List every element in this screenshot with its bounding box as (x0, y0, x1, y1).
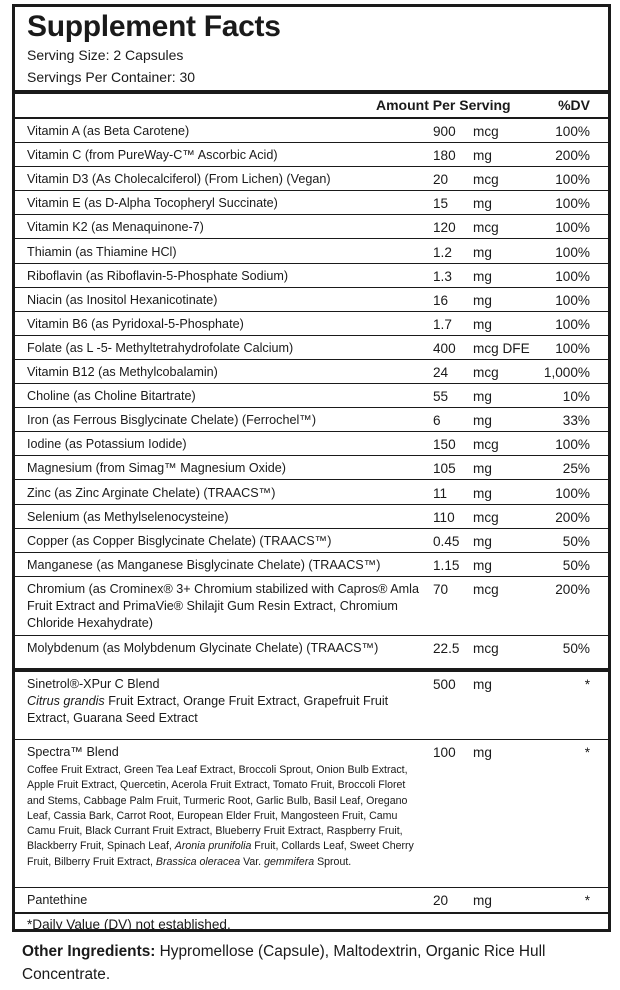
row-pantethine (15, 888, 608, 913)
nutrient-amount: 16 mg (433, 292, 492, 308)
nutrient-dv: 100% (555, 196, 590, 212)
nutrient-name: Riboflavin (as Riboflavin-5-Phosphate Sodium) (27, 268, 289, 283)
nutrient-dv: 200% (555, 148, 590, 164)
nutrient-name: Vitamin E (as D-Alpha Tocopheryl Succinate) (27, 196, 278, 211)
nutrient-name: Pantethine (27, 893, 88, 907)
nutrient-name: Vitamin B12 (as Methylcobalamin) (27, 365, 218, 379)
nutrient-name: Manganese (as Manganese Bisglycinate Chelate) (TRAACS™) (27, 557, 381, 572)
nutrient-amount: 105 mg (433, 461, 492, 477)
nutrient-dv: 10% (562, 389, 590, 405)
nutrient-row (15, 167, 608, 191)
nutrient-amount: 55 mg (433, 389, 492, 405)
nutrient-name: Vitamin B6 (as Pyridoxal-5-Phosphate) (27, 316, 244, 331)
nutrient-name: Magnesium (from Simag™ Magnesium Oxide) (27, 461, 286, 476)
nutrient-dv: 100% (555, 292, 590, 308)
nutrient-amount: 400 mcg DFE (433, 340, 530, 356)
nutrient-amount: 20 mcg (433, 172, 499, 188)
blend-name-spectra (27, 744, 419, 870)
nutrient-amount: 22.5 mcg (433, 640, 499, 656)
blend-dv: * (584, 745, 590, 760)
footnote: *Daily Value (DV) not established. (27, 917, 231, 932)
blend-amount: 500 mg (433, 677, 492, 692)
serving-size: Serving Size: 2 Capsules (27, 47, 184, 63)
nutrient-row (15, 384, 608, 408)
blend-desc: Coffee Fruit Extract, Green Tea Leaf Extract, Broccoli Sprout, Onion Bulb Extract, Apple Fruit Extract, Quercetin, Acerola Fruit Extract, Tomato Fruit, Broccoli Floret and Stems, Cabbage Palm Fruit, Turmeric Root, Garlic Bulb, Basil Leaf, Oregano Leaf, Cassia Bark, Carrot Root, European Elder Fruit, Mangosteen Fruit, Camu Camu Fruit, Black Currant Fruit Extract, Blueberry Fruit Extract, Raspberry Fruit, Blackberry Fruit, Spinach Leaf, Aronia prunifolia Fruit, Collards Leaf, Sweet Cherry Fruit, Bilberry Fruit Extract, Brassica oleracea Var. gemmifera Sprout. (27, 764, 414, 868)
nutrient-dv: 50% (562, 640, 590, 656)
blend-title: Spectra™ Blend (27, 745, 119, 759)
nutrient-dv: 100% (555, 172, 590, 188)
other-ingredients (22, 940, 582, 986)
nutrient-name: Vitamin A (as Beta Carotene) (27, 124, 190, 138)
nutrient-amount: 180 mg (433, 148, 492, 164)
nutrient-amount: 20 mg (433, 893, 492, 908)
nutrient-dv: 1,000% (543, 365, 590, 380)
nutrient-amount: 15 mg (433, 196, 492, 212)
nutrient-dv: 50% (562, 557, 590, 573)
nutrient-dv: 100% (555, 437, 590, 453)
nutrient-name: Vitamin C (from PureWay-C™ Ascorbic Acid) (27, 148, 278, 163)
thick-rule-top (15, 90, 608, 94)
supplement-facts-panel (12, 4, 611, 932)
nutrient-row (15, 143, 608, 167)
nutrient-dv: 100% (555, 244, 590, 260)
blend-desc: Fruit Extract, Orange Fruit Extract, Grapefruit Fruit Extract, Guarana Seed Extract (27, 694, 389, 725)
nutrient-dv: 33% (562, 413, 590, 429)
nutrient-amount: 1.15 mg (433, 557, 492, 573)
nutrient-name: Vitamin D3 (As Cholecalciferol) (From Lichen) (Vegan) (27, 172, 331, 187)
nutrient-row (15, 432, 608, 456)
footnote-rule (15, 912, 608, 914)
other-ingredients-text: Hypromellose (Capsule), Maltodextrin, Organic Rice Hull Concentrate. (22, 943, 546, 983)
nutrient-dv: 50% (562, 533, 590, 549)
nutrient-row (15, 240, 608, 264)
nutrient-name: Iodine (as Potassium Iodide) (27, 437, 187, 452)
blend-name-sinetrol (27, 676, 419, 727)
blend-dv: * (584, 677, 590, 692)
nutrient-name: Zinc (as Zinc Arginate Chelate) (TRAACS™) (27, 485, 276, 500)
nutrient-name: Niacin (as Inositol Hexanicotinate) (27, 292, 218, 307)
blend-row-spectra (15, 740, 608, 888)
nutrient-amount: 0.45 mg (433, 533, 492, 549)
nutrient-amount: 70 mcg (433, 581, 499, 597)
nutrient-row (15, 119, 608, 143)
nutrient-name: Choline (as Choline Bitartrate) (27, 389, 196, 404)
nutrient-row (15, 312, 608, 336)
nutrient-dv: 100% (555, 485, 590, 501)
nutrient-row (15, 191, 608, 215)
nutrient-row (15, 336, 608, 360)
blend-amount: 100 mg (433, 745, 492, 760)
servings-per-container: Servings Per Container: 30 (27, 69, 196, 85)
nutrient-amount: 1.2 mg (433, 244, 492, 260)
nutrient-row (15, 553, 608, 577)
nutrient-dv: 25% (562, 461, 590, 477)
nutrient-row (15, 529, 608, 553)
nutrient-row (15, 577, 608, 636)
nutrient-row (15, 636, 608, 660)
nutrient-amount: 6 mg (433, 413, 492, 429)
nutrient-dv: 200% (555, 581, 590, 597)
nutrient-name: Molybdenum (as Molybdenum Glycinate Chelate) (TRAACS™) (27, 640, 379, 655)
nutrient-name: Selenium (as Methylselenocysteine) (27, 509, 229, 524)
nutrient-dv: 100% (555, 340, 590, 356)
nutrient-row (15, 264, 608, 288)
nutrient-name: Vitamin K2 (as Menaquinone-7) (27, 220, 204, 235)
nutrient-dv: 100% (555, 220, 590, 236)
header-daily-value: %DV (558, 97, 590, 113)
nutrient-row (15, 456, 608, 480)
blend-row-sinetrol (15, 672, 608, 740)
panel-title: Supplement Facts (27, 10, 281, 43)
nutrient-amount: 120 mcg (433, 220, 499, 236)
nutrient-name: Iron (as Ferrous Bisglycinate Chelate) (Ferrochel™) (27, 413, 317, 428)
nutrient-dv: 100% (555, 268, 590, 284)
nutrient-name: Thiamin (as Thiamine HCl) (27, 244, 177, 259)
nutrient-amount: 900 mcg (433, 124, 499, 139)
nutrient-row (15, 505, 608, 529)
nutrient-name: Chromium (as Crominex® 3+ Chromium stabilized with Capros® Amla Fruit Extract and PrimaVie® Shilajit Gum Resin Extract, Chromium Chloride Hexahydrate) (27, 581, 419, 630)
header-amount-per-serving: Amount Per Serving (376, 97, 511, 113)
nutrient-dv: 100% (555, 316, 590, 332)
nutrient-amount: 1.3 mg (433, 268, 492, 284)
nutrient-name: Copper (as Copper Bisglycinate Chelate) (TRAACS™) (27, 533, 332, 548)
nutrient-amount: 24 mcg (433, 365, 499, 380)
nutrient-amount: 150 mcg (433, 437, 499, 453)
nutrient-dv: 100% (555, 124, 590, 139)
nutrient-amount: 1.7 mg (433, 316, 492, 332)
nutrient-amount: 11 mg (433, 485, 492, 501)
nutrient-dv: * (584, 893, 590, 908)
other-ingredients-label: Other Ingredients: (22, 943, 156, 960)
nutrient-row (15, 408, 608, 432)
nutrient-row (15, 288, 608, 312)
blend-desc-italic: Citrus grandis (27, 694, 105, 708)
blend-title: Sinetrol®-XPur C Blend (27, 677, 160, 691)
nutrient-name: Folate (as L -5- Methyltetrahydrofolate Calcium) (27, 340, 294, 355)
nutrient-row (15, 360, 608, 384)
nutrient-amount: 110 mcg (433, 509, 499, 525)
nutrient-row (15, 215, 608, 239)
nutrient-dv: 200% (555, 509, 590, 525)
nutrient-row (15, 481, 608, 505)
